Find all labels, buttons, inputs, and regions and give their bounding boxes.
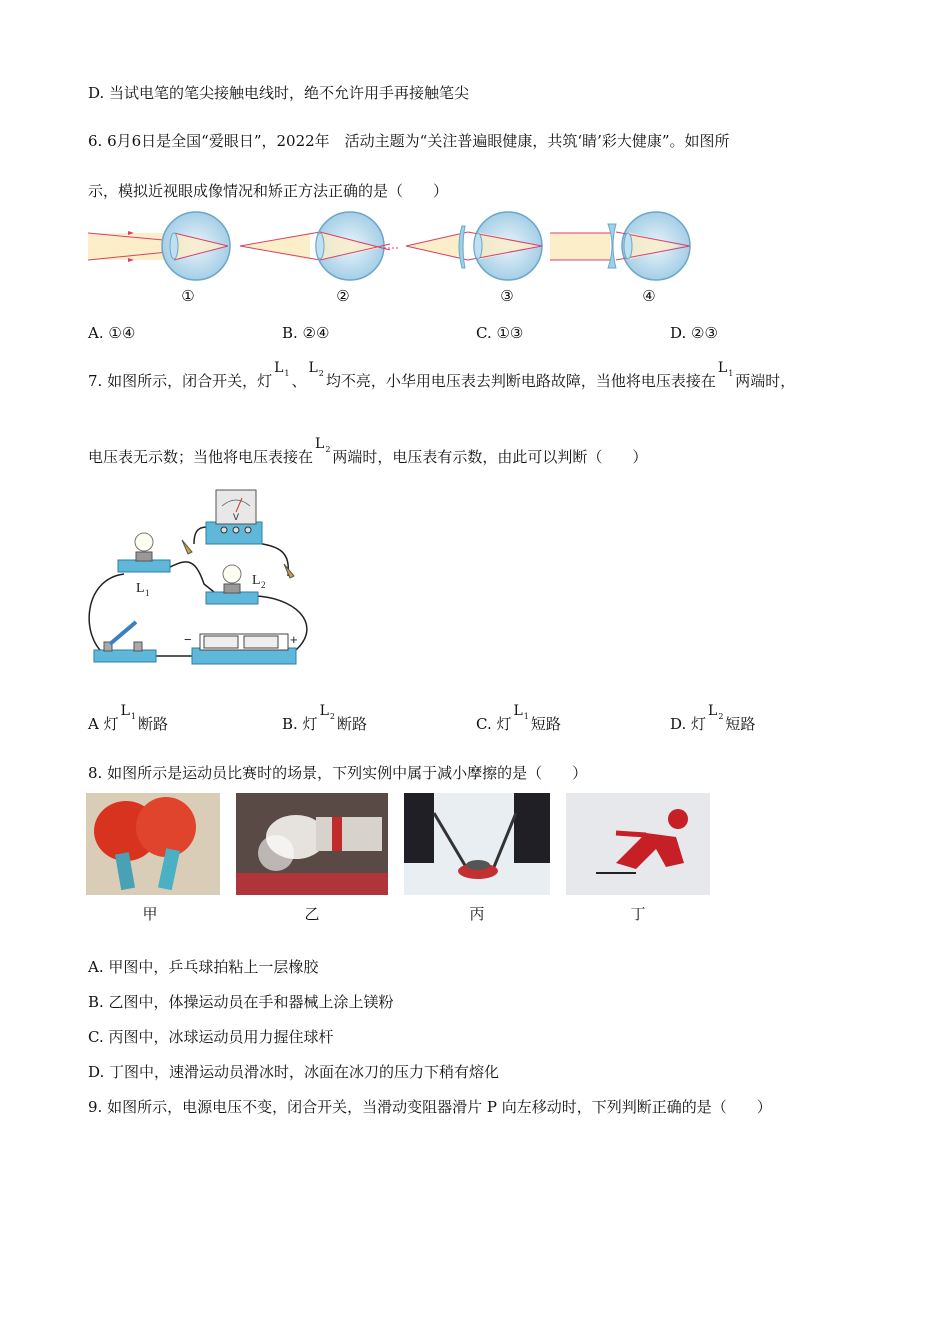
eye-label-2: ② [336,287,350,305]
q7-stem-part-e: 两端时，电压表有示数，由此可以判断（ ） [332,448,648,466]
eye-label-3: ③ [500,287,514,305]
eye-diagram-2 [240,212,400,280]
battery-plus: + [290,632,298,647]
q5-option-d: D. 当试电笔的笔尖接触电线时，绝不允许用手再接触笔尖 [88,84,470,102]
q7-stem-part-a: 7. 如图所示，闭合开关，灯 [88,372,273,390]
q7-stem-line1 [88,360,796,391]
q7-stem-part-d: 电压表无示数；当他将电压表接在 [88,448,314,466]
q7-option-b: B. 灯$L_2$ 断路 [282,703,367,733]
q6-option-b: B. ②④ [282,324,330,342]
q7-stem-line2 [88,436,648,467]
lamp-symbol-l1: $L_1$ [717,360,734,378]
photo-speed-skater [566,793,710,895]
q7-stem-part-c: 两端时， [735,372,796,390]
switch [94,622,156,662]
photo-caption-bing: 丙 [469,905,485,923]
photo-gymnast-hands [236,793,388,895]
circuit-figure [84,484,324,670]
eye-diagram-4 [550,212,690,280]
q6-option-c: C. ①③ [476,324,524,342]
q6-stem-line1: 6. 6月6日是全国“爱眼日”，2022年 活动主题为“关注普遍眼健康，共筑‘睛’彩大健康”。如图所 [88,132,730,150]
q8-option-c: C. 丙图中，冰球运动员用力握住球杆 [88,1028,334,1046]
q7-option-c: C. 灯$L_1$ 短路 [476,703,561,733]
lamp-symbol-l1: $L_1$ [274,360,290,378]
lamp-l2-label: L [252,573,261,588]
eye-label-1: ① [181,287,195,305]
q9-stem: 9. 如图所示，电源电压不变，闭合开关，当滑动变阻器滑片 P 向左移动时，下列判断正确的是（ ） [88,1098,772,1116]
q8-option-d: D. 丁图中，速滑运动员滑冰时，冰面在冰刀的压力下稍有熔化 [88,1063,500,1081]
lamp-l1 [118,533,170,598]
photo-caption-ding: 丁 [630,905,646,923]
q8-option-b: B. 乙图中，体操运动员在手和器械上涂上镁粉 [88,993,394,1011]
voltmeter [206,490,262,544]
photo-table-tennis [86,793,220,895]
q7-stem-part-b: 均不亮，小华用电压表去判断电路故障，当他将电压表接在 [325,372,716,390]
photo-caption-yi: 乙 [304,905,320,923]
battery [184,632,298,664]
eye-diagram-1 [88,212,230,280]
photo-caption-jia: 甲 [142,905,158,923]
svg-text:2: 2 [261,580,266,590]
eye-diagrams [88,208,708,288]
q7-option-d: D. 灯$L_2$ 短路 [670,703,756,733]
q7-option-a: A 灯$L_1$ 断路 [88,703,169,733]
q6-option-a: A. ①④ [88,324,136,342]
q7-separator: 、 [291,372,307,390]
eye-label-4: ④ [642,287,656,305]
lamp-l2 [206,565,266,604]
voltmeter-label: V [233,512,240,522]
lamp-symbol-l2: $L_2$ [315,436,331,454]
lamp-l1-label: L [136,581,145,596]
q6-stem-line2: 示，模拟近视眼成像情况和矫正方法正确的是（ ） [88,182,449,200]
eye-diagram-3 [406,212,542,280]
photo-curling [404,793,550,895]
q6-option-d: D. ②③ [670,324,718,342]
svg-text:1: 1 [145,588,150,598]
q8-option-a: A. 甲图中，乒乓球拍粘上一层橡胶 [88,958,319,976]
lamp-symbol-l2: $L_2$ [308,360,324,378]
q8-stem: 8. 如图所示是运动员比赛时的场景，下列实例中属于减小摩擦的是（ ） [88,764,588,782]
battery-minus: − [184,632,192,647]
